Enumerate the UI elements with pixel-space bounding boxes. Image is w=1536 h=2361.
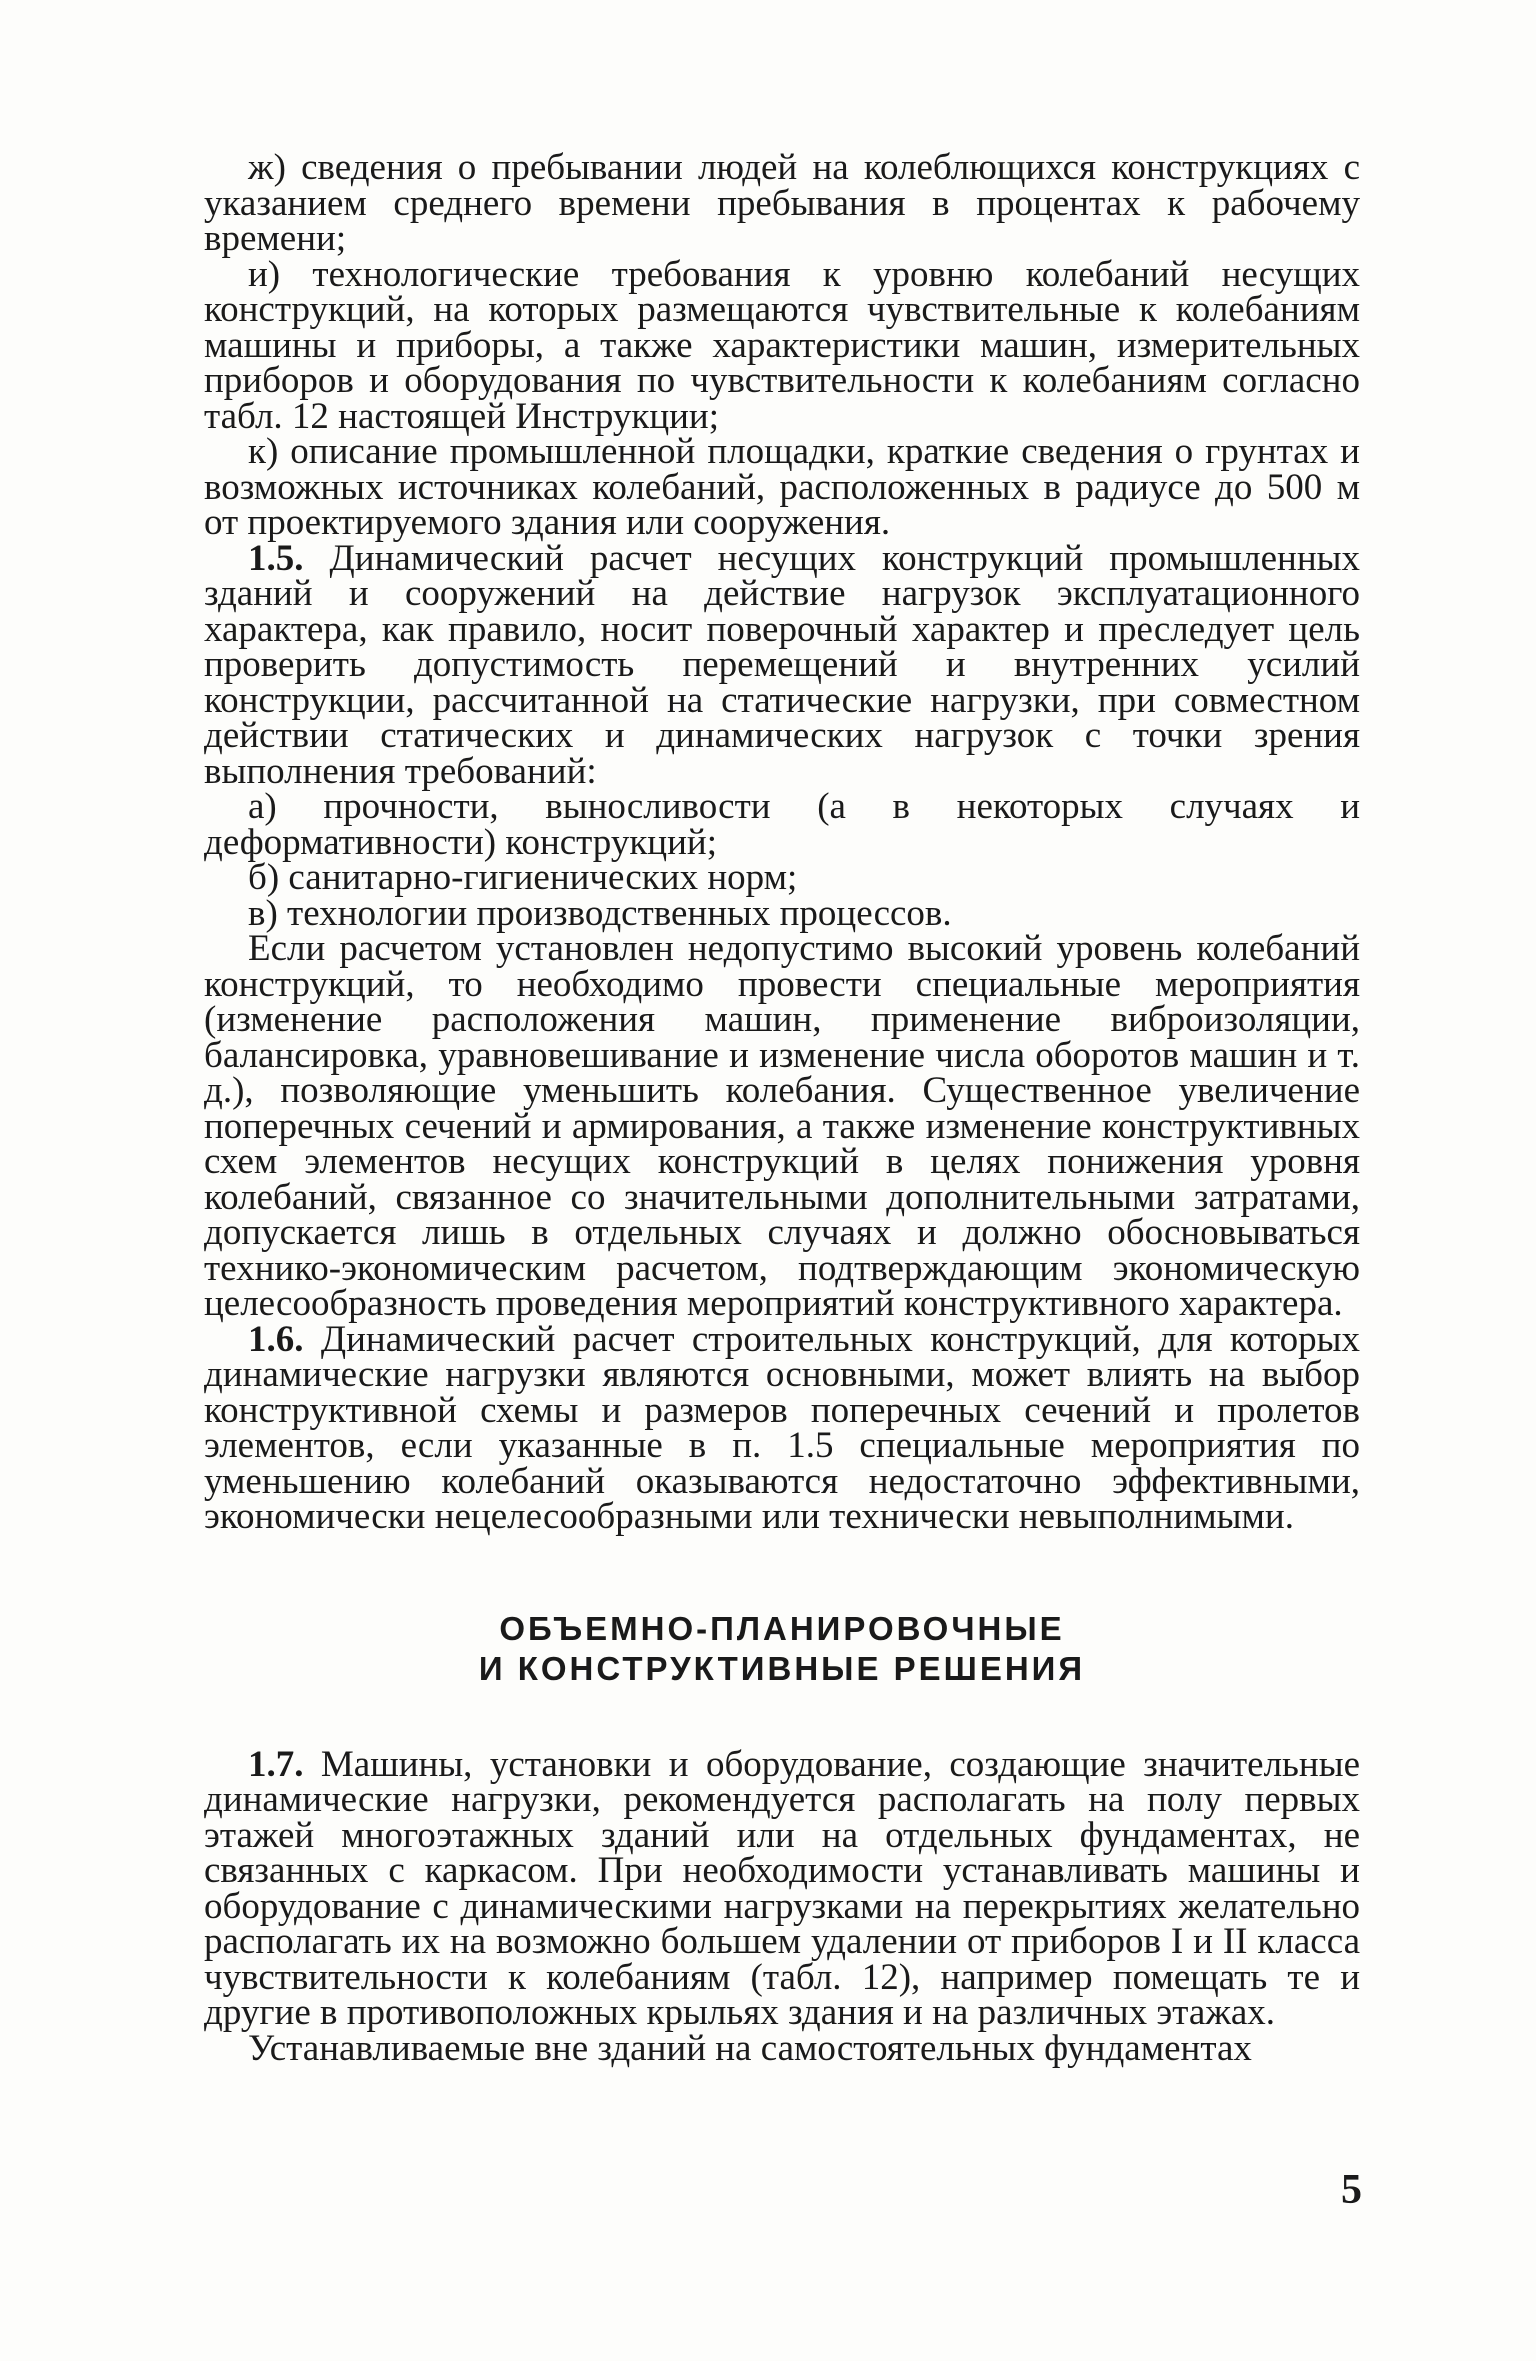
list-item-i — [204, 253, 1360, 437]
list-item-v — [204, 892, 1360, 934]
text-column — [204, 147, 1360, 2069]
clause-1-7 — [204, 1743, 1360, 2033]
paragraph-text: к) описание промышленной площадки, краткие сведения о грунтах и возможных источниках колебаний, расположенных в радиусе до 500 м от проектируемого здания или сооружения. — [204, 431, 1360, 543]
heading-line-2: И КОНСТРУКТИВНЫЕ РЕШЕНИЯ — [478, 1649, 1086, 1687]
clause-1-6 — [204, 1318, 1360, 1537]
list-item-a — [204, 786, 1360, 863]
paragraph-text: и) технологические требования к уровню колебаний несущих конструкций, на которых размещаются чувствительные к колебаниям машины и приборы, а также характеристики машин, измерительных приборов и оборудования по чувствительности к колебаниям согласно табл. 12 настоящей Инструкции; — [204, 253, 1360, 437]
paragraph-text: Устанавливаемые вне зданий на самостоятельных фундаментах — [248, 2027, 1252, 2069]
section-heading — [204, 1609, 1360, 1689]
clause-1-5 — [204, 537, 1360, 792]
paragraph-text: Динамический расчет строительных конструкций, для которых динамические нагрузки являются основными, может влиять на выбор конструктивной схемы и размеров поперечных сечений и пролетов элементов, если указанные в п. 1.5 специальные мероприятия по уменьшению колебаний оказываются недостаточно эффективными, экономически нецелесообразными или технически невыполнимыми. — [204, 1318, 1360, 1537]
paragraph-esli — [204, 928, 1360, 1324]
clause-number: 1.6. — [248, 1318, 304, 1360]
paragraph-text: б) санитарно-гигиенических норм; — [248, 857, 798, 898]
heading-line-1: ОБЪЕМНО-ПЛАНИРОВОЧНЫЕ — [499, 1609, 1065, 1647]
paragraph-text: Если расчетом установлен недопустимо высокий уровень колебаний конструкций, то необходимо провести специальные мероприятия (изменение расположения машин, применение виброизоляции, балансировка, уравновешивание и изменение числа оборотов машин и т. д.), позволяющие уменьшить колебания. Существенное увеличение поперечных сечений и армирования, а также изменение конструктивных схем элементов несущих конструкций в целях понижения уровня колебаний, связанное со значительными дополнительными затратами, допускается лишь в отдельных случаях и должно обосновываться технико-экономическим расчетом, подтверждающим экономическую целесообразность проведения мероприятий конструктивного характера. — [204, 928, 1360, 1324]
paragraph-text: а) прочности, выносливости (а в некоторых случаях и деформативности) конструкций; — [204, 786, 1360, 863]
page-number: 5 — [1341, 2167, 1362, 2213]
list-item-k — [204, 431, 1360, 543]
paragraph-text: Динамический расчет несущих конструкций промышленных зданий и сооружений на действие нагрузок эксплуатационного характера, как правило, носит поверочный характер и преследует цель проверить допустимость перемещений и внутренних усилий конструкции, рассчитанной на статические нагрузки, при совместном действии статических и динамических нагрузок с точки зрения выполнения требований: — [204, 537, 1360, 792]
list-item-b — [204, 857, 1360, 898]
paragraph-text: в) технологии производственных процессов. — [248, 892, 952, 934]
paragraph-text: Машины, установки и оборудование, создающие значительные динамические нагрузки, рекомендуется располагать на полу первых этажей многоэтажных зданий или на отдельных фундаментах, не связанных с каркасом. При необходимости устанавливать машины и оборудование с динамическими нагрузками на перекрытиях желательно располагать их на возможно большем удалении от приборов I и II класса чувствительности к колебаниям (табл. 12), например помещать те и другие в противоположных крыльях здания и на различных этажах. — [204, 1743, 1360, 2033]
list-item-zh — [204, 147, 1360, 259]
paragraph-text: ж) сведения о пребывании людей на колеблющихся конструкциях с указанием среднего времени пребывания в процентах к рабочему времени; — [204, 147, 1360, 259]
clause-number: 1.5. — [248, 537, 304, 579]
clause-number: 1.7. — [248, 1743, 304, 1785]
paragraph-ustanavlivaemye — [204, 2027, 1360, 2069]
